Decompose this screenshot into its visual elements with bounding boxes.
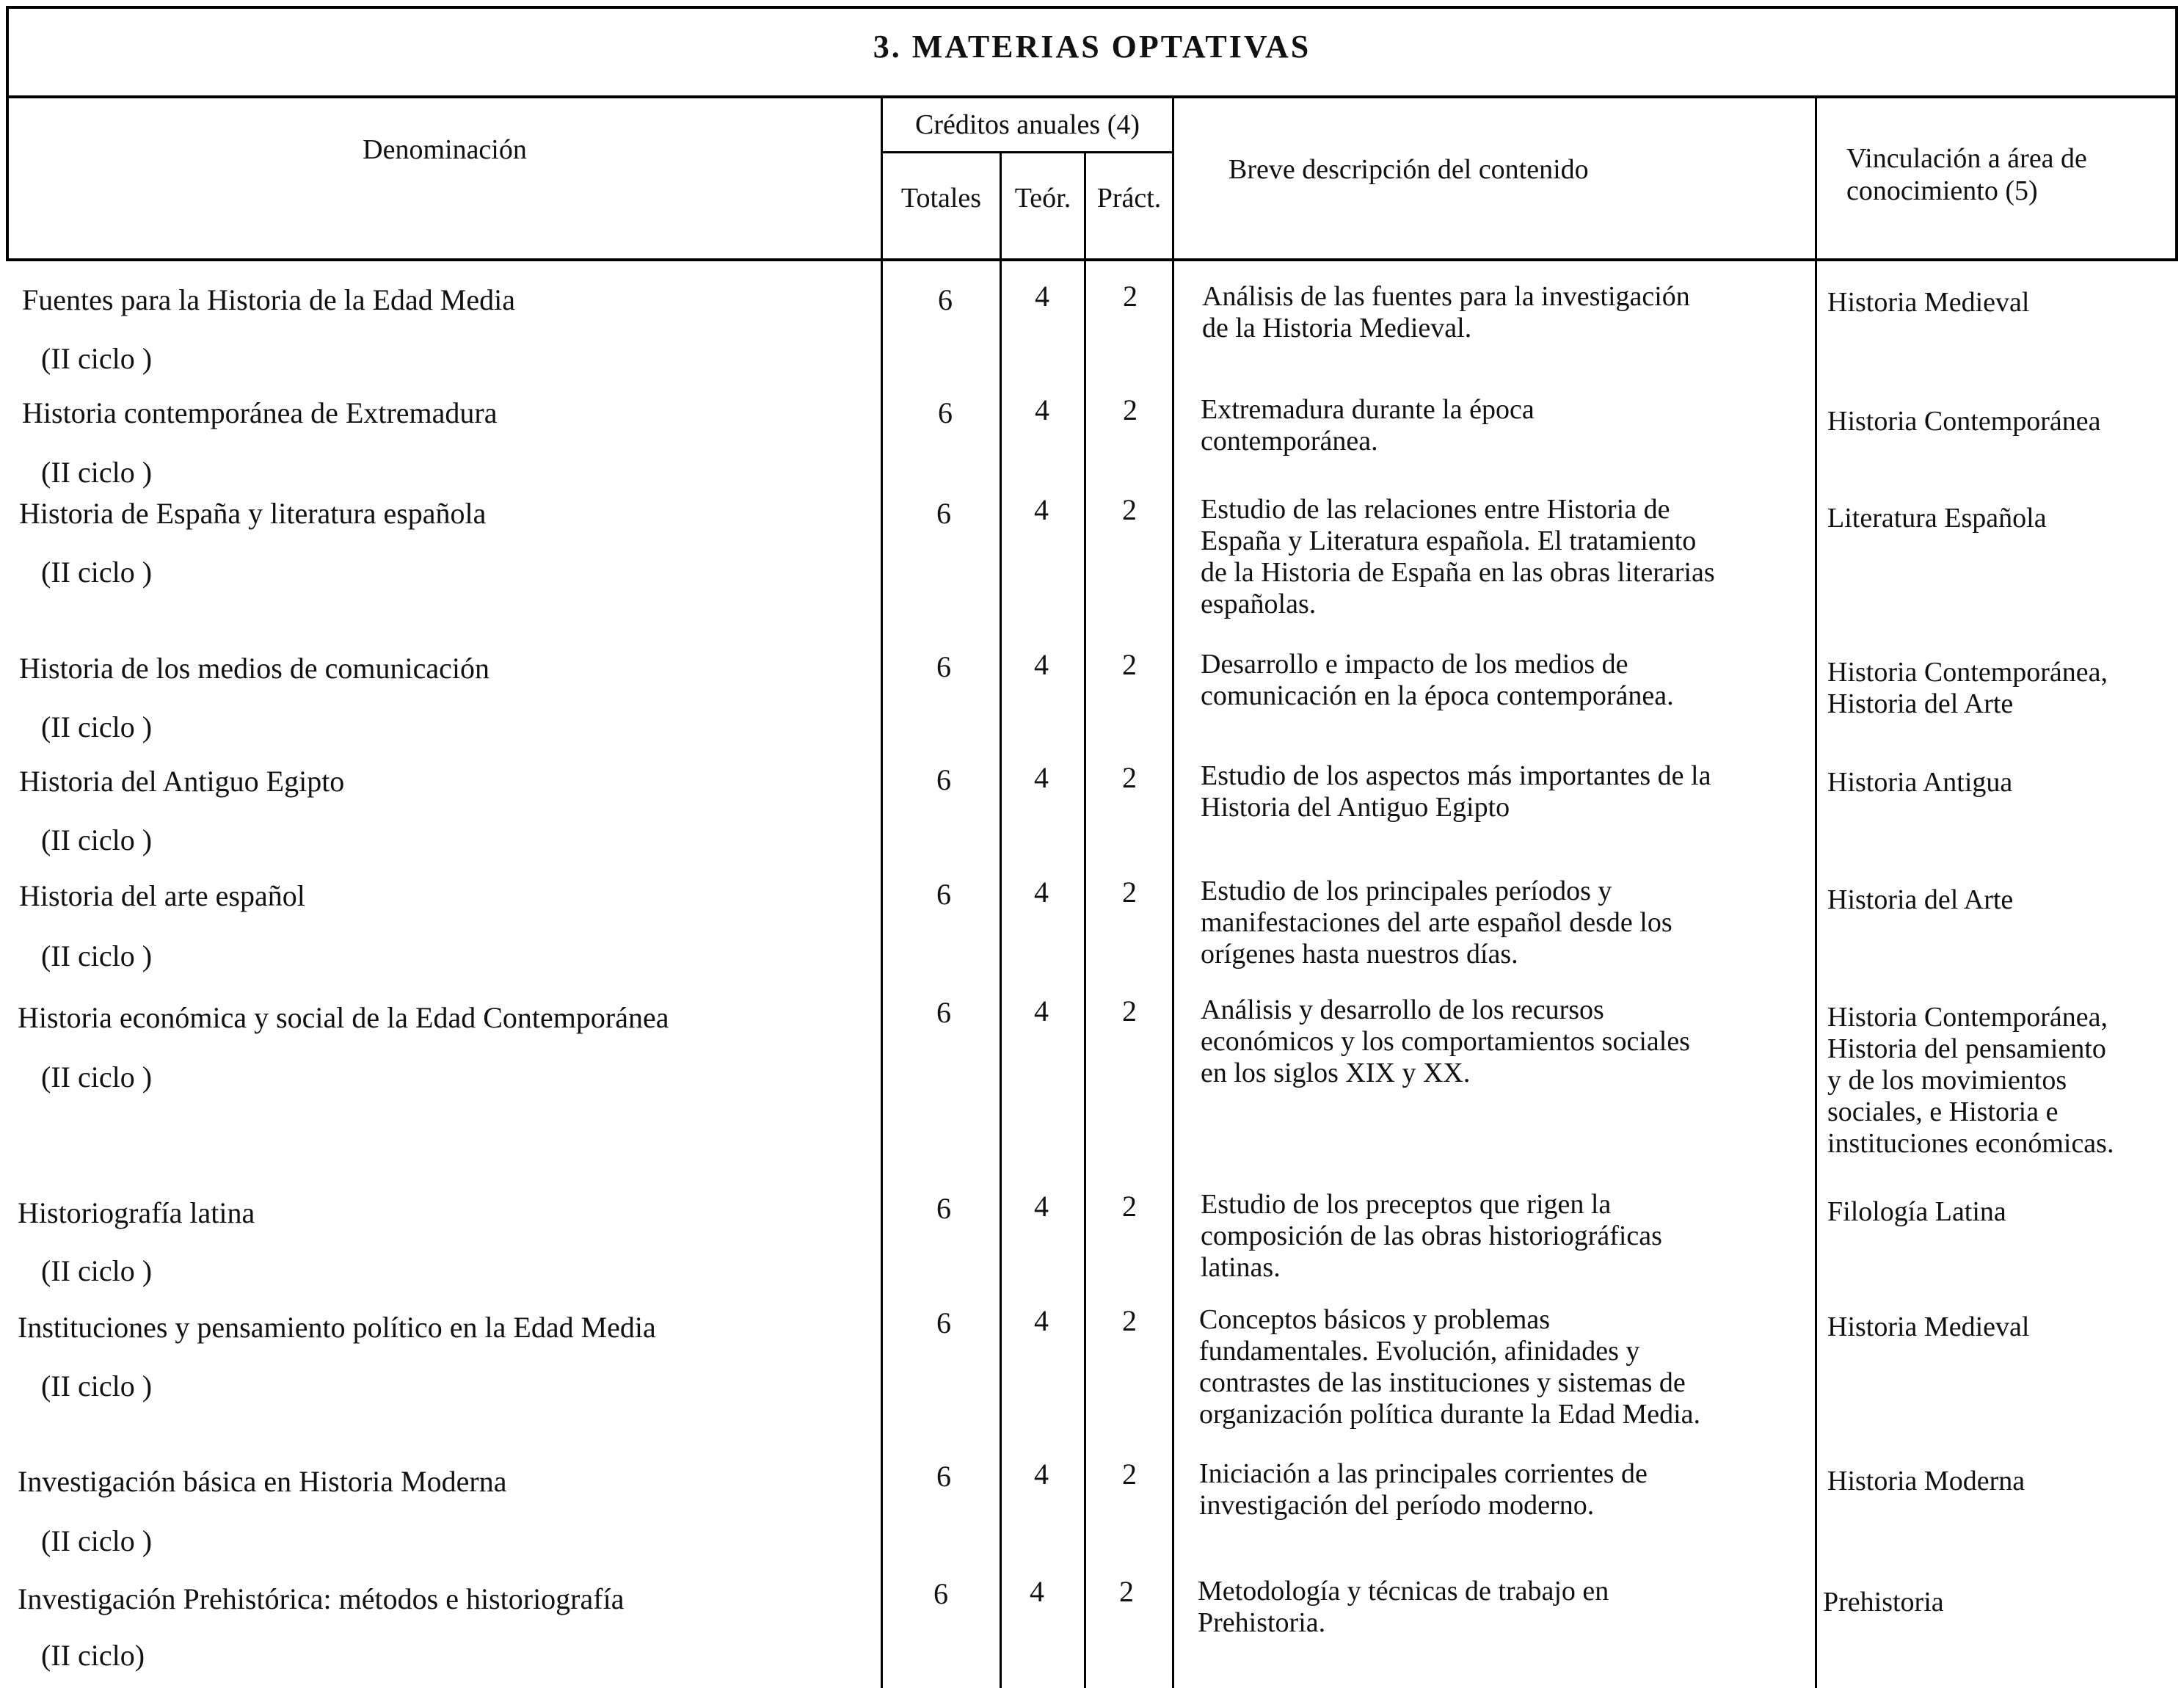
knowledge-area: Historia Antigua: [1827, 767, 2013, 798]
header-totales: Totales: [900, 183, 982, 214]
subject-cycle: (II ciclo ): [41, 1254, 153, 1287]
credits-pract: 2: [1122, 1458, 1137, 1491]
credits-totales: 6: [938, 396, 953, 429]
outer-top-border: [6, 6, 2178, 9]
credits-teor: 4: [1034, 1190, 1049, 1223]
title-separator: [6, 95, 2178, 98]
header-teor: Teór.: [1014, 183, 1071, 214]
credits-pract: 2: [1123, 393, 1138, 426]
credits-totales: 6: [938, 283, 953, 316]
credits-totales: 6: [936, 878, 951, 911]
table-title: 3. MATERIAS OPTATIVAS: [873, 29, 1311, 65]
credits-teor: 4: [1035, 280, 1049, 313]
column-divider-desc: [1815, 95, 1817, 1688]
knowledge-area: Historia del Arte: [1827, 884, 2014, 915]
subject-name: Investigación Prehistórica: métodos e historiografía: [18, 1582, 625, 1615]
credits-teor: 4: [1034, 493, 1049, 526]
subject-name: Instituciones y pensamiento político en la Edad Media: [18, 1311, 656, 1344]
credits-pract: 2: [1122, 493, 1137, 526]
credits-totales: 6: [936, 1460, 951, 1493]
subject-description: Estudio de las relaciones entre Historia de España y Literatura española. El tratamiento de la Historia de España en las obras literarias españolas.: [1201, 494, 1715, 619]
credits-pract: 2: [1122, 994, 1137, 1027]
knowledge-area: Historia Moderna: [1827, 1466, 2025, 1496]
credits-teor: 4: [1034, 994, 1049, 1027]
knowledge-area: Prehistoria: [1823, 1587, 1944, 1618]
credits-pract: 2: [1119, 1575, 1134, 1608]
credits-pract: 2: [1122, 1190, 1137, 1223]
credits-teor: 4: [1030, 1575, 1044, 1608]
subject-name: Fuentes para la Historia de la Edad Media: [22, 283, 515, 316]
subject-cycle: (II ciclo ): [41, 823, 153, 856]
subject-name: Historia contemporánea de Extremadura: [22, 396, 498, 429]
subject-cycle: (II ciclo ): [41, 1369, 153, 1403]
subject-cycle: (II ciclo ): [41, 1061, 153, 1094]
credits-totales: 6: [936, 996, 951, 1029]
subject-description: Desarrollo e impacto de los medios de comunicación en la época contemporánea.: [1201, 649, 1674, 711]
subject-description: Análisis y desarrollo de los recursos económicos y los comportamientos sociales en los siglos XIX y XX.: [1201, 994, 1690, 1088]
knowledge-area: Historia Contemporánea, Historia del Arte: [1827, 657, 2108, 719]
subject-cycle: (II ciclo ): [41, 342, 153, 375]
subject-description: Estudio de los preceptos que rigen la composición de las obras historiográficas latinas.: [1201, 1189, 1662, 1283]
subject-description: Estudio de los aspectos más importantes de la Historia del Antiguo Egipto: [1201, 760, 1711, 823]
subject-cycle: (II ciclo ): [41, 710, 153, 743]
column-divider-totales: [1000, 151, 1002, 1688]
credits-pract: 2: [1123, 280, 1138, 313]
header-vinculacion: Vinculación a área de conocimiento (5): [1846, 143, 2087, 206]
subject-cycle: (II ciclo ): [41, 556, 153, 589]
header-creditos-anuales: Créditos anuales (4): [914, 109, 1140, 140]
subject-cycle: (II ciclo ): [41, 1524, 153, 1557]
knowledge-area: Historia Medieval: [1827, 287, 2030, 318]
column-divider-name: [881, 95, 883, 1688]
subject-name: Investigación básica en Historia Moderna: [18, 1465, 507, 1498]
credits-teor: 4: [1035, 393, 1049, 426]
subject-name: Historia económica y social de la Edad Contemporánea: [18, 1001, 669, 1034]
subject-cycle: (II ciclo ): [41, 939, 153, 972]
subject-name: Historia de los medios de comunicación: [19, 652, 489, 685]
credits-totales: 6: [936, 650, 951, 683]
subject-name: Historia del Antiguo Egipto: [19, 765, 345, 798]
knowledge-area: Historia Contemporánea, Historia del pensamiento y de los movimientos sociales, e Historia e instituciones económicas.: [1827, 1002, 2114, 1159]
header-descripcion: Breve descripción del contenido: [1228, 154, 1589, 185]
credits-teor: 4: [1034, 1458, 1049, 1491]
subject-description: Metodología y técnicas de trabajo en Prehistoria.: [1198, 1576, 1609, 1638]
credits-totales: 6: [936, 497, 951, 530]
credits-pract: 2: [1122, 876, 1137, 909]
knowledge-area: Historia Medieval: [1827, 1312, 2030, 1342]
column-divider-pract: [1172, 95, 1174, 1688]
subject-description: Iniciación a las principales corrientes de investigación del período moderno.: [1199, 1458, 1648, 1521]
credits-totales: 6: [936, 1306, 951, 1339]
header-pract: Práct.: [1096, 183, 1162, 214]
subject-name: Historia de España y literatura española: [19, 497, 487, 530]
knowledge-area: Filología Latina: [1827, 1196, 2006, 1227]
header-bottom-border: [6, 258, 2178, 261]
credits-totales: 6: [933, 1577, 948, 1610]
subject-name: Historia del arte español: [19, 879, 305, 912]
credits-teor: 4: [1034, 1304, 1049, 1337]
credits-totales: 6: [936, 763, 951, 796]
knowledge-area: Historia Contemporánea: [1827, 406, 2101, 437]
subject-cycle: (II ciclo ): [41, 456, 153, 489]
knowledge-area: Literatura Española: [1827, 503, 2047, 534]
credits-header-separator: [881, 151, 1174, 153]
subject-description: Extremadura durante la época contemporánea.: [1201, 394, 1535, 456]
subject-name: Historiografía latina: [18, 1196, 255, 1229]
credits-totales: 6: [936, 1192, 951, 1225]
credits-pract: 2: [1122, 761, 1137, 794]
credits-pract: 2: [1122, 1304, 1137, 1337]
column-divider-teor: [1084, 151, 1086, 1688]
credits-teor: 4: [1034, 761, 1049, 794]
credits-teor: 4: [1034, 648, 1049, 681]
subject-description: Conceptos básicos y problemas fundamentales. Evolución, afinidades y contrastes de las instituciones y sistemas de organización política durante la Edad Media.: [1199, 1304, 1701, 1430]
subject-description: Estudio de los principales períodos y manifestaciones del arte español desde los orígenes hasta nuestros días.: [1201, 876, 1672, 969]
credits-teor: 4: [1034, 876, 1049, 909]
subject-cycle: (II ciclo): [41, 1639, 145, 1672]
header-denominacion: Denominación: [363, 134, 527, 165]
subject-description: Análisis de las fuentes para la investigación de la Historia Medieval.: [1202, 281, 1690, 343]
credits-pract: 2: [1122, 648, 1137, 681]
